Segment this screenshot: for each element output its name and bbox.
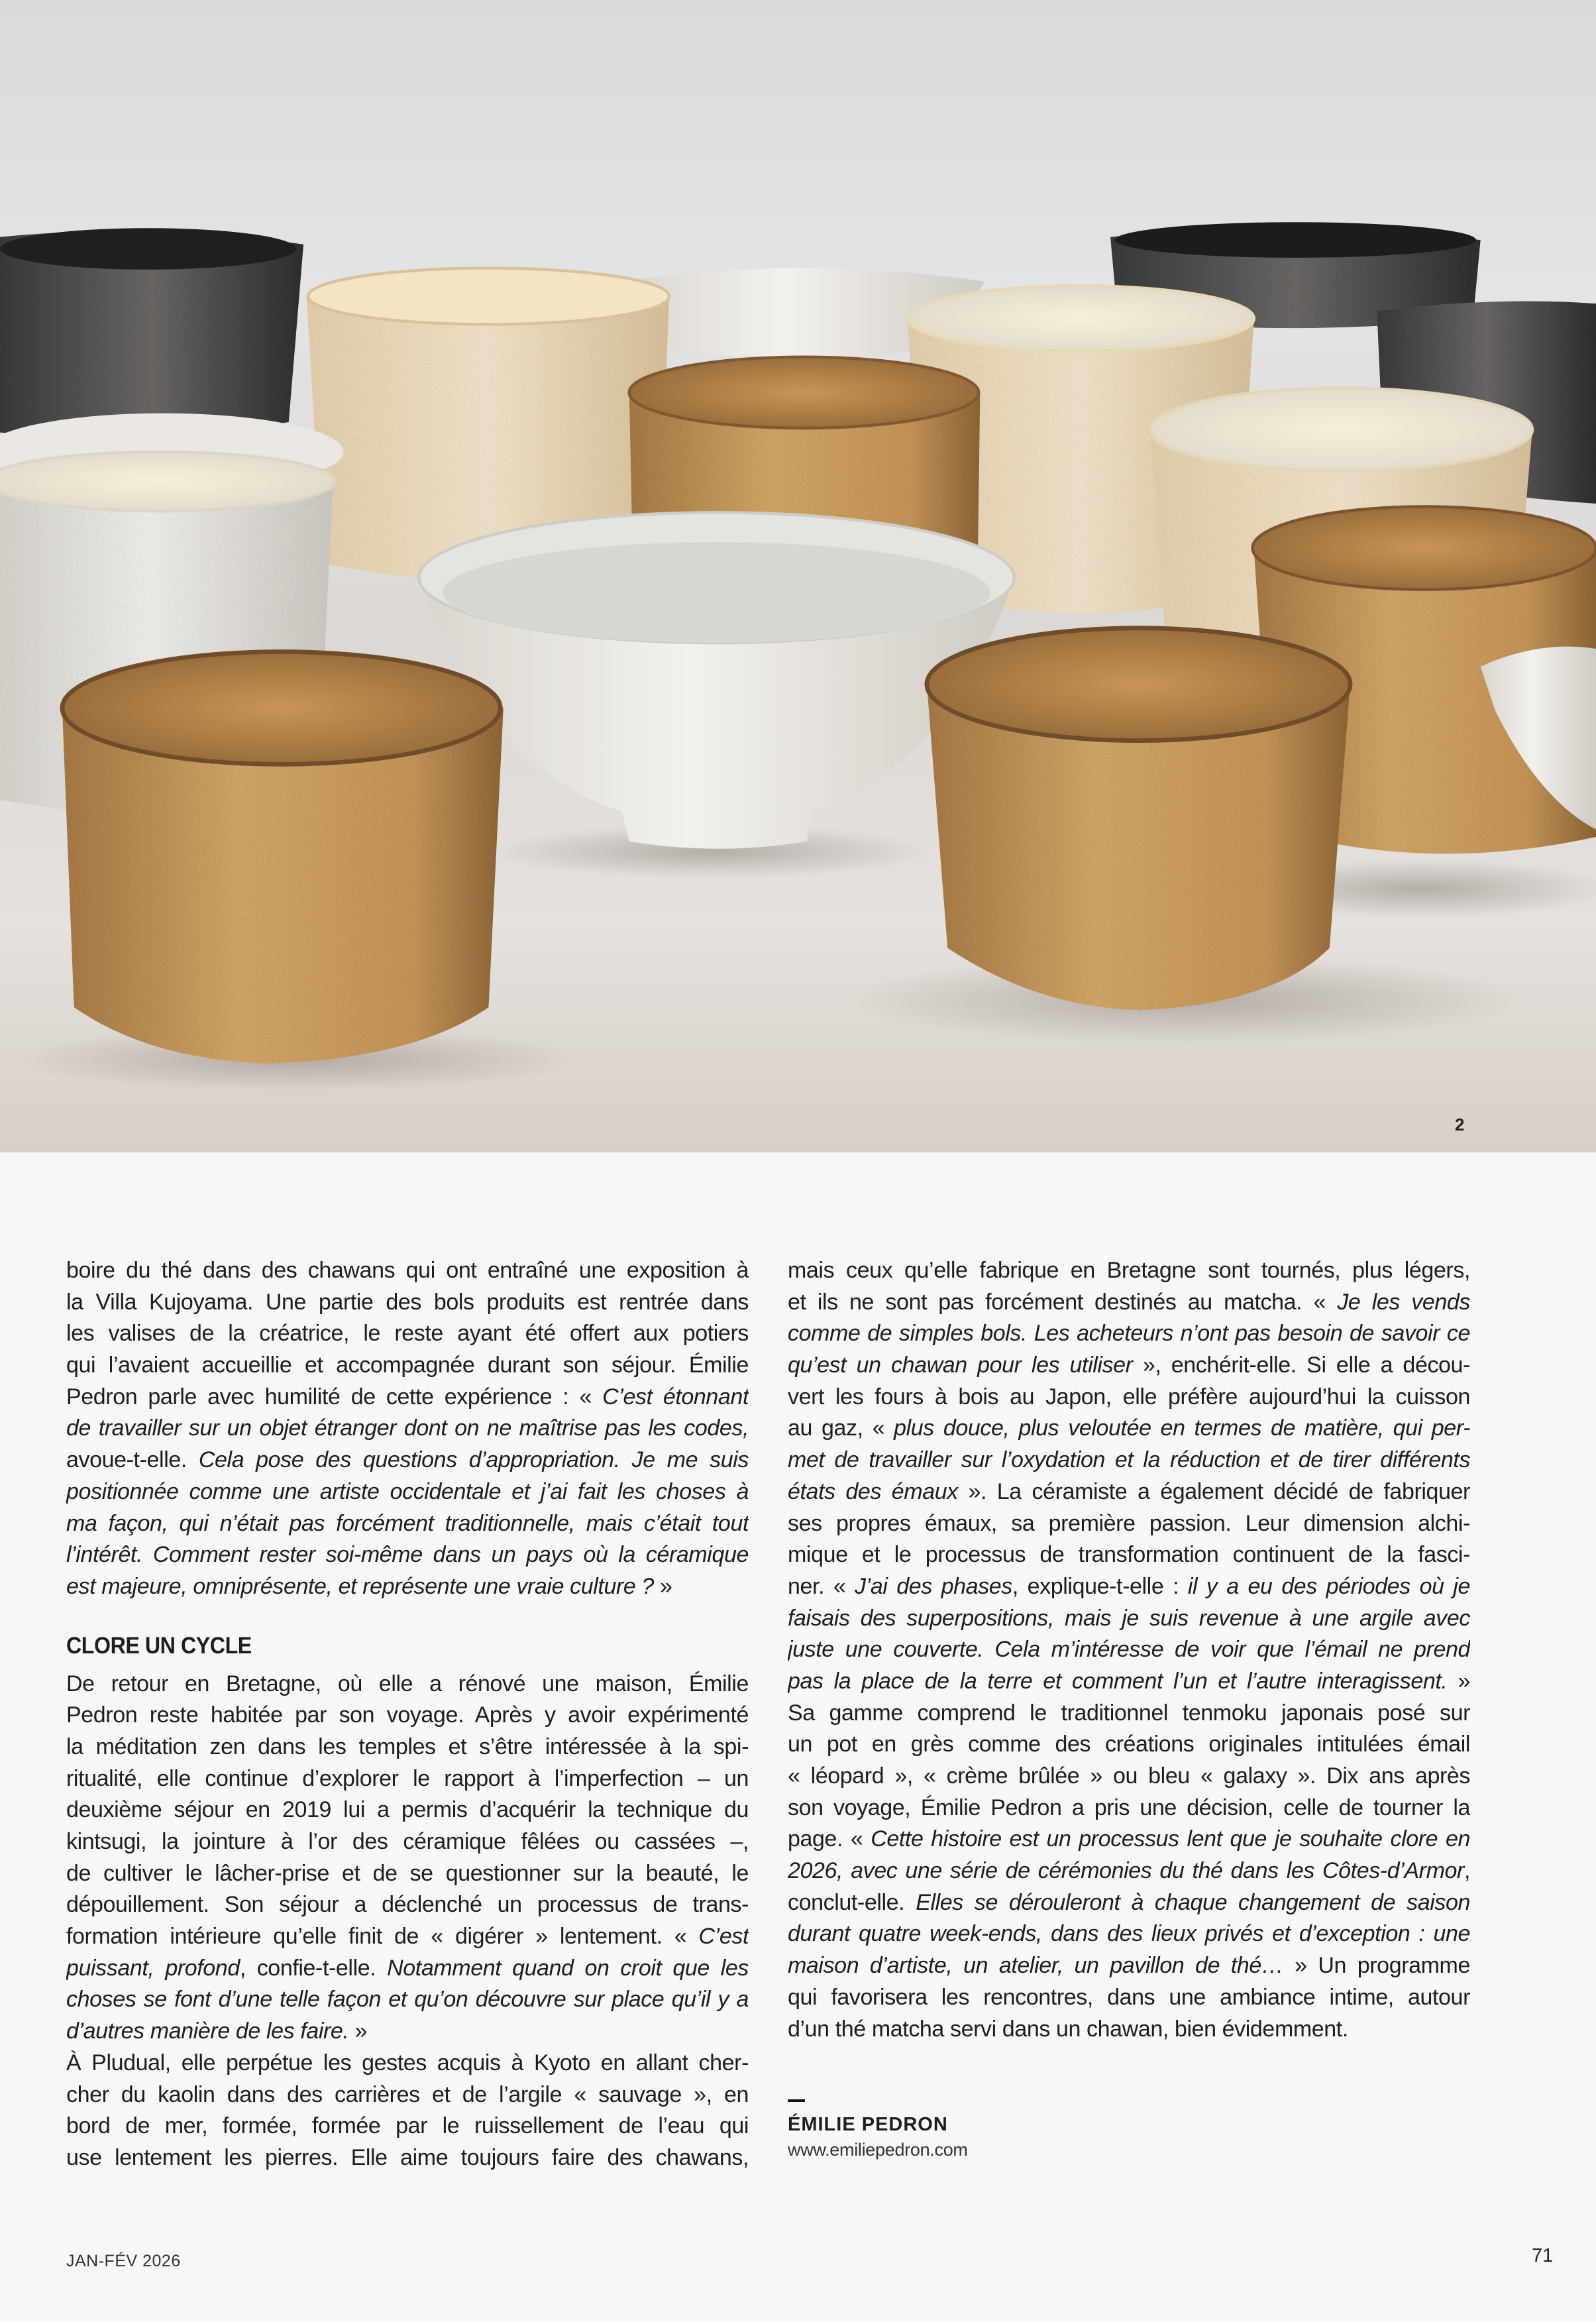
body-text: cher du kaolin dans des carrières et de l’argile « sauvage », en	[66, 2081, 749, 2107]
quote-text: comme de simples bols. Les acheteurs n’ont pas besoin de savoir ce	[788, 1321, 1470, 1347]
text-line	[66, 1795, 749, 1826]
text-line	[788, 1413, 1470, 1445]
quote-text: d’autres manière de les faire.	[66, 2018, 349, 2044]
body-text: Pedron parle avec humilité de cette expérience : «	[66, 1384, 603, 1410]
ceramic-bowls-photo	[0, 0, 1596, 1152]
text-line	[66, 1732, 749, 1763]
photo-caption-number: 2	[1455, 1115, 1465, 1134]
text-line	[788, 1255, 1470, 1287]
quote-text: Elles se dérouleront à chaque changement de saison	[916, 1889, 1470, 1915]
body-text: , confie-t-elle.	[239, 1955, 388, 1981]
quote-text: l’intérêt. Comment rester soi-même dans un pays où la céramique	[66, 1542, 749, 1568]
quote-text: J’ai des phases	[855, 1573, 1012, 1599]
body-text: Pedron reste habitée par son voyage. Après y avoir expérimenté	[66, 1702, 749, 1728]
quote-text: faisais des superpositions, mais je suis revenue à une argile avec	[788, 1605, 1470, 1631]
quote-text: Notamment quand on croit que les	[387, 1955, 749, 1981]
quote-text: Cela pose des questions d’appropriation. Je me suis	[198, 1447, 749, 1473]
text-line	[788, 1476, 1470, 1508]
body-text: avoue-t-elle.	[66, 1447, 199, 1473]
body-text: au gaz, «	[788, 1415, 894, 1441]
body-text: ner. «	[788, 1573, 855, 1599]
body-text: les valises de la créatrice, le reste ayant été offert aux potiers	[66, 1321, 749, 1347]
section-heading: CLORE UN CYCLE	[66, 1632, 252, 1659]
artist-website-link[interactable]: www.emiliepedron.com	[788, 2140, 968, 2160]
text-line	[788, 1445, 1470, 1476]
text-line	[788, 2014, 1470, 2046]
text-line	[788, 1824, 1470, 1855]
text-line	[66, 1318, 749, 1350]
text-line	[66, 1255, 749, 1287]
text-line	[66, 1571, 749, 1603]
body-text: « léopard », « crème brûlée » ou bleu « galaxy ». Dix ans après	[788, 1763, 1470, 1789]
text-line	[66, 2111, 749, 2142]
text-line	[788, 1729, 1470, 1761]
quote-text: juste une couverte. Cela m’intéresse de voir que l’émail ne prend	[788, 1637, 1470, 1663]
body-text: » Un programme	[1283, 1953, 1470, 1979]
paragraph	[66, 1669, 749, 2048]
paragraph	[788, 1698, 1470, 2046]
body-text: de cultiver le lâcher-prise et de se questionner sur la beauté, le	[66, 1860, 749, 1886]
body-text: mique et le processus de transformation continuent de la fasci-	[788, 1542, 1470, 1568]
text-line	[788, 1508, 1470, 1540]
artist-name: ÉMILIE PEDRON	[788, 2114, 948, 2135]
quote-text: choses se font d’une telle façon et qu’on découvre sur place qu’il y a	[66, 1987, 749, 2013]
body-text: conclut-elle.	[788, 1889, 916, 1915]
quote-text: Je les vends	[1337, 1289, 1470, 1315]
body-text: la Villa Kujoyama. Une partie des bols produits est rentrée dans	[66, 1289, 749, 1315]
quote-text: qu’est un chawan pour les utiliser	[788, 1353, 1133, 1378]
body-text: deuxième séjour en 2019 lui a permis d’acquérir la technique du	[66, 1797, 749, 1823]
body-text: »	[653, 1573, 672, 1599]
text-line	[66, 1445, 749, 1476]
body-text: formation intérieure qu’elle finit de « digérer » lentement. «	[66, 1924, 699, 1950]
body-text: À Pludual, elle perpétue les gestes acquis à Kyoto en allant cher-	[66, 2050, 749, 2075]
body-text: mais ceux qu’elle fabrique en Bretagne sont tournés, plus légers,	[788, 1258, 1470, 1283]
text-line	[66, 2048, 749, 2079]
text-line	[66, 1476, 749, 1508]
quote-text: durant quatre week-ends, dans des lieux privés et d’exception : une	[788, 1921, 1470, 1947]
text-line	[788, 1634, 1470, 1666]
text-line	[66, 1763, 749, 1795]
text-line	[66, 1539, 749, 1571]
body-text: ses propres émaux, sa première passion. Leur dimension alchi-	[788, 1510, 1470, 1536]
text-line	[788, 1918, 1470, 1950]
body-text: page. «	[788, 1826, 871, 1852]
body-text: d’un thé matcha servi dans un chawan, bien évidemment.	[788, 2016, 1348, 2042]
body-text: et ils ne sont pas forcément destinés au matcha. «	[788, 1289, 1338, 1315]
body-text: bord de mer, formée, formée par le ruissellement de l’eau qui	[66, 2113, 749, 2139]
quote-text: Cette histoire est un processus lent que je souhaite clore en	[871, 1826, 1470, 1852]
body-text: ritualité, elle continue d’explorer le rapport à l’imperfection – un	[66, 1765, 749, 1791]
quote-text: positionnée comme une artiste occidentale et j’ai fait les choses à	[66, 1478, 749, 1504]
quote-text: 2026, avec une série de cérémonies du thé dans les Côtes-d’Armor	[788, 1858, 1464, 1884]
article-column-left	[66, 1255, 749, 2174]
body-text: un pot en grès comme des créations originales intitulées émail	[788, 1732, 1470, 1757]
text-line	[788, 1793, 1470, 1824]
quote-text: C’est	[698, 1924, 749, 1950]
body-text: qui favorisera les rencontres, dans une ambiance intime, autour	[788, 1984, 1470, 2010]
issue-date: JAN-FÉV 2026	[66, 2252, 181, 2270]
clay-bowl-front-right	[927, 628, 1350, 1011]
quote-text: pas la place de la terre et comment l’un et l’autre interagissent.	[788, 1668, 1448, 1694]
body-text: qui l’avaient accueillie et accompagnée durant son séjour. Émilie	[66, 1353, 749, 1378]
text-line	[66, 1508, 749, 1540]
text-line	[66, 1889, 749, 1921]
clay-bowl-front-left	[62, 651, 504, 1063]
body-text: la méditation zen dans les temples et s’être intéressée à la spi-	[66, 1734, 749, 1759]
text-line	[66, 2142, 749, 2174]
body-text: kintsugi, la jointure à l’or des céramique fêlées ou cassées –,	[66, 1829, 749, 1854]
body-text: De retour en Bretagne, où elle a rénové une maison, Émilie	[66, 1671, 749, 1696]
text-line	[66, 1350, 749, 1382]
text-line	[66, 1984, 749, 2016]
body-text: ,	[1463, 1858, 1470, 1884]
text-line	[66, 1287, 749, 1319]
text-line	[788, 1855, 1470, 1887]
artist-signature	[788, 2099, 968, 2163]
body-text: », enchérit-elle. Si elle a décou-	[1132, 1353, 1470, 1378]
text-line	[788, 1666, 1470, 1698]
text-line	[788, 1539, 1470, 1571]
text-line	[788, 1982, 1470, 2014]
quote-text: est majeure, omniprésente, et représente une vraie culture ?	[66, 1573, 654, 1599]
text-line	[66, 1700, 749, 1732]
text-line	[66, 1413, 749, 1445]
body-text: Sa gamme comprend le traditionnel tenmoku japonais posé sur	[788, 1700, 1470, 1726]
body-text: use lentement les pierres. Elle aime toujours faire des chawans,	[66, 2144, 749, 2170]
text-line	[788, 1887, 1470, 1919]
text-line	[66, 1953, 749, 1985]
body-text: son voyage, Émilie Pedron a pris une décision, celle de tourner la	[788, 1795, 1470, 1820]
body-text: vert les fours à bois au Japon, elle préfère aujourd’hui la cuisson	[788, 1384, 1470, 1410]
quote-text: met de travailler sur l’oxydation et la réduction et de tirer différents	[788, 1447, 1470, 1473]
text-line	[788, 1350, 1470, 1382]
body-text: »	[348, 2018, 368, 2044]
quote-text: maison d’artiste, un atelier, un pavillon de thé…	[788, 1953, 1284, 1979]
text-line	[66, 1669, 749, 1700]
quote-text: plus douce, plus veloutée en termes de matière, qui per-	[894, 1415, 1470, 1441]
quote-text: états des émaux	[788, 1478, 958, 1504]
text-line	[788, 1761, 1470, 1793]
text-line	[66, 1858, 749, 1890]
body-text: ». La céramiste a également décidé de fabriquer	[957, 1478, 1470, 1504]
paragraph	[66, 2048, 749, 2174]
quote-text: C’est étonnant	[602, 1384, 749, 1410]
paragraph	[788, 1255, 1470, 1698]
text-line	[66, 1921, 749, 1953]
quote-text: de travailler sur un objet étranger dont on ne maîtrise pas les codes,	[66, 1415, 749, 1441]
text-line	[66, 1826, 749, 1858]
body-text: , explique-t-elle :	[1012, 1573, 1188, 1599]
text-line	[788, 1698, 1470, 1730]
text-line	[788, 1287, 1470, 1319]
paragraph	[66, 1255, 749, 1603]
quote-text: il y a eu des périodes où je	[1187, 1573, 1470, 1599]
text-line	[788, 1571, 1470, 1603]
page-number: 71	[1532, 2245, 1554, 2266]
quote-text: puissant, profond	[66, 1955, 240, 1981]
text-line	[66, 2079, 749, 2111]
text-line	[66, 2016, 749, 2048]
text-line	[788, 1603, 1470, 1635]
body-text: boire du thé dans des chawans qui ont entraîné une exposition à	[66, 1258, 749, 1283]
signature-dash	[788, 2099, 805, 2102]
article-column-right	[788, 1255, 1470, 2045]
dark-bowl-back-left	[0, 228, 303, 437]
text-line	[788, 1318, 1470, 1350]
text-line	[788, 1950, 1470, 1982]
quote-text: ma façon, qui n’était pas forcément traditionnelle, mais c’était tout	[66, 1510, 749, 1536]
text-line	[66, 1382, 749, 1413]
text-line	[788, 1382, 1470, 1413]
body-text: »	[1447, 1668, 1470, 1694]
body-text: dépouillement. Son séjour a déclenché un processus de trans-	[66, 1892, 749, 1918]
